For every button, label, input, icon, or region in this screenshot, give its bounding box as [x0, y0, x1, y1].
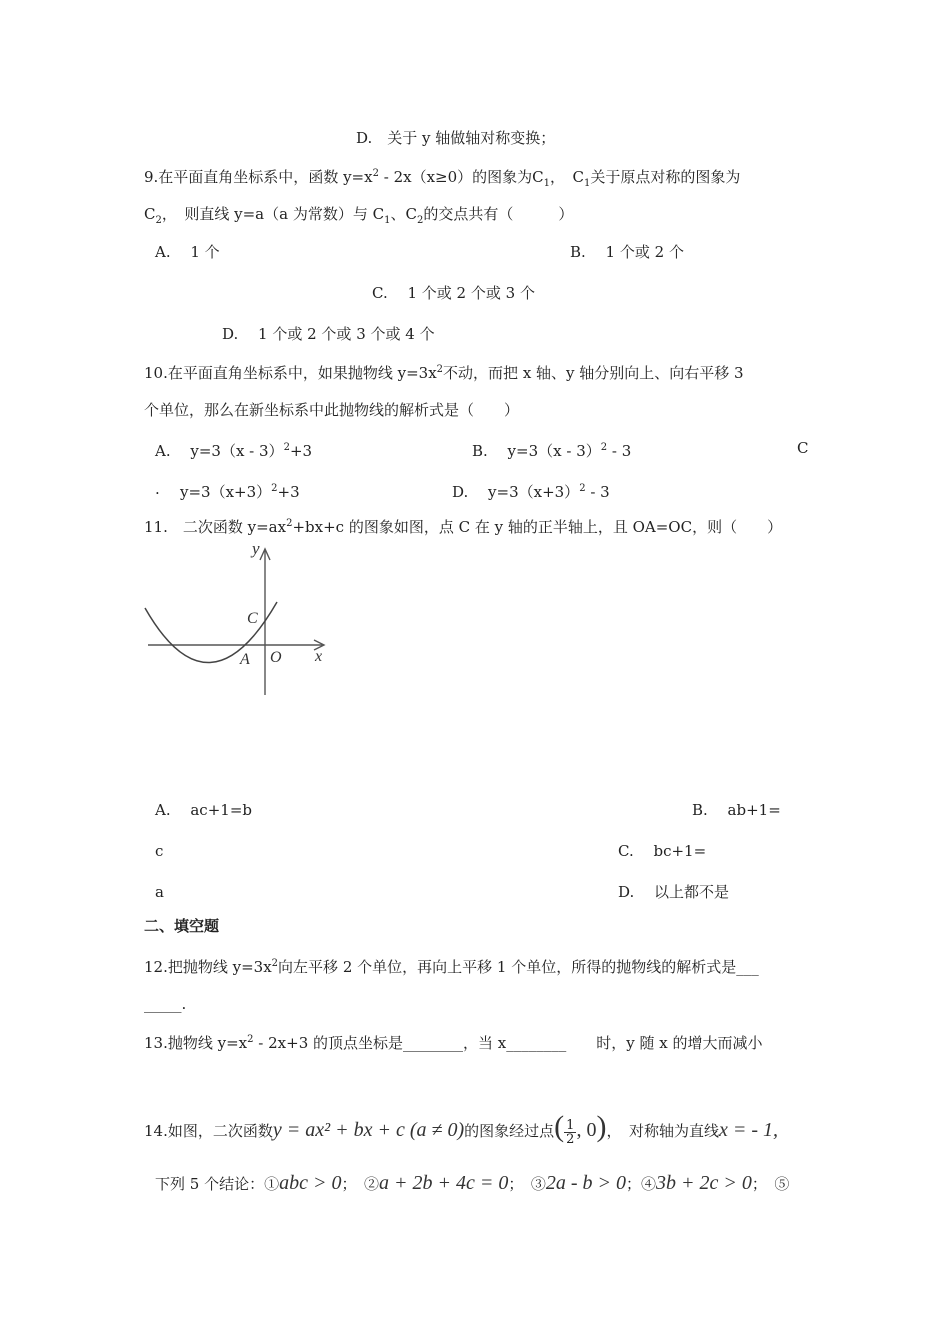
- q14-function-expr: y = ax² + bx + c (a ≠ 0): [272, 1119, 465, 1141]
- q10-option-c-dot: .: [155, 480, 160, 498]
- q10-option-c: $y=3(x+3)^2+3$: [180, 483, 300, 501]
- q14-fraction: $\frac{1}{2}$: [566, 1117, 575, 1147]
- q11-stem: 11. 二次函数 $y=ax^2+bx+c$ 的图象如图，点 C 在 y 轴的正半轴上，且 OA=OC，则（ ）: [144, 518, 783, 536]
- q13-stem: 13.抛物线 $y=x^2 - 2x+3$ 的顶点坐标是________，当 x________ 时，y 随 x 的增大而减小: [144, 1034, 763, 1052]
- q11-option-c: C. bc+1=: [618, 842, 707, 860]
- q12-stem-line1: 12.把抛物线 $y=3x^2$向左平移 2 个单位，再向上平移 1 个单位，所得的抛物线的解析式是___: [144, 958, 759, 976]
- q12-stem-line2: _____.: [144, 995, 187, 1013]
- point-c-label: C: [247, 610, 258, 627]
- y-axis-label: y: [252, 539, 260, 558]
- q11-parabola-figure: [140, 538, 340, 700]
- section-heading-fill-in: 二、填空题: [144, 917, 220, 935]
- q14-right-paren: ): [596, 1110, 607, 1143]
- q9-option-a: A. 1 个: [155, 243, 220, 261]
- q8-option-d: D. 关于 y 轴做轴对称变换；: [356, 129, 556, 147]
- q11-option-c-continued: a: [155, 883, 164, 901]
- q10-stem-line2: 个单位，那么在新坐标系中此抛物线的解析式是（ ）: [144, 401, 520, 419]
- q10-option-b: B. y=3（x - 3）$^2$ - 3: [472, 442, 632, 460]
- q9-option-d: D. 1 个或 2 个或 3 个或 4 个: [222, 325, 435, 343]
- q14-axis-expr: x = - 1,: [718, 1119, 779, 1141]
- q11-option-d: D. 以上都不是: [618, 883, 730, 901]
- q14-stem-line1: 14.如图，二次函数y = ax² + bx + c (a ≠ 0)的图象经过点( $\frac{1}{2}$ , 0)， 对称轴为直线x = - 1,: [144, 1110, 779, 1147]
- q10-option-a: A. y=3（x - 3）$^2$+3: [155, 442, 313, 460]
- q10-stem-line1: 10.在平面直角坐标系中，如果抛物线 $y=3x^2$不动，而把 x 轴、y 轴分别向上、向右平移 3: [144, 364, 744, 382]
- q14-left-paren: (: [554, 1110, 565, 1143]
- q9-stem-line1: 9.在平面直角坐标系中，函数 $y=x^2 - 2x(x\ge 0)$的图象为$C_1$， $C_1$关于原点对称的图象为: [144, 168, 741, 189]
- q9-stem-line2: $C_2$， 则直线 y=a（a 为常数）与 $C_1$、$C_2$的交点共有（ ）: [144, 205, 574, 226]
- q14-stem-line2: 下列 5 个结论：①abc > 0； ②a + 2b + 4c = 0； ③2a - b > 0；④3b + 2c > 0； ⑤: [155, 1172, 790, 1194]
- q10-option-c-letter: C: [797, 439, 809, 457]
- x-axis-label: x: [315, 648, 323, 665]
- q10-option-d: D. $y=3(x+3)^2 - 3$: [452, 483, 610, 501]
- q11-option-a: A. ac+1=b: [155, 801, 252, 819]
- q11-option-b-continued: c: [155, 842, 164, 860]
- origin-label: O: [270, 649, 282, 666]
- q11-option-b: B. ab+1=: [692, 801, 781, 819]
- point-a-label: A: [240, 651, 250, 668]
- q9-option-c: C. 1 个或 2 个或 3 个: [372, 284, 535, 302]
- q9-option-b: B. 1 个或 2 个: [570, 243, 684, 261]
